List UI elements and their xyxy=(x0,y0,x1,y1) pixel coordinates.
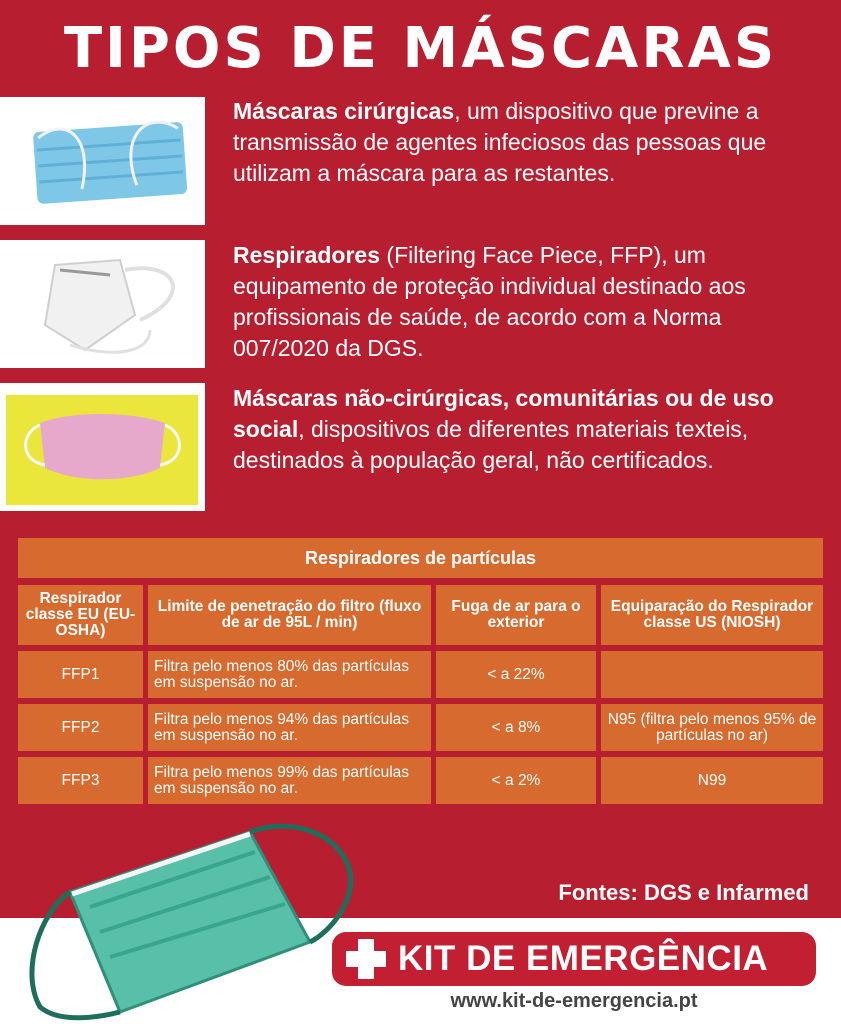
table-cell: FFP3 xyxy=(18,757,143,804)
table-cell xyxy=(601,651,823,698)
table-cell: Filtra pelo menos 80% das partículas em suspensão no ar. xyxy=(148,651,431,698)
surgical-mask-term: Máscaras cirúrgicas xyxy=(233,98,455,124)
table-header: Equiparação do Respirador classe US (NIOSH) xyxy=(601,585,823,645)
surgical-mask-illustration xyxy=(0,812,380,1024)
respirator-description xyxy=(233,240,823,364)
table-cell: N95 (filtra pelo menos 95% de partículas no ar) xyxy=(601,704,823,751)
plus-cross-icon xyxy=(344,937,388,981)
website-url[interactable]: www.kit-de-emergencia.pt xyxy=(450,990,698,1012)
table-title: Respiradores de partículas xyxy=(18,538,823,578)
sources-text: Fontes: DGS e Infarmed xyxy=(558,880,809,905)
cloth-mask-text: , dispositivos de diferentes materiais texteis, destinados à população geral, não certificados. xyxy=(233,416,749,473)
table-header: Limite de penetração do filtro (fluxo de ar de 95L / min) xyxy=(148,585,431,645)
table-cell: N99 xyxy=(601,757,823,804)
page-title: TIPOS DE MÁSCARAS xyxy=(63,16,778,81)
surgical-mask-text: , um dispositivo que previne a transmissão de agentes infeciosos das pessoas que utilizam a máscara para as restantes. xyxy=(233,98,767,186)
table-cell: FFP2 xyxy=(18,704,143,751)
table-cell: Filtra pelo menos 94% das partículas em suspensão no ar. xyxy=(148,704,431,751)
table-cell: Filtra pelo menos 99% das partículas em suspensão no ar. xyxy=(148,757,431,804)
cloth-mask-term: Máscaras não-cirúrgicas, comunitárias ou de uso social xyxy=(233,385,774,442)
table-header: Respirador classe EU (EU-OSHA) xyxy=(18,585,143,645)
surgical-mask-image xyxy=(0,97,205,225)
table-cell: < a 22% xyxy=(436,651,596,698)
kit-emergencia-logo xyxy=(332,932,816,986)
surgical-mask-description xyxy=(233,96,823,189)
brand-name: KIT DE EMERGÊNCIA xyxy=(398,939,769,978)
cloth-mask-image xyxy=(0,383,205,511)
cloth-mask-description xyxy=(233,383,823,476)
respirator-image xyxy=(0,240,205,368)
table-cell: < a 8% xyxy=(436,704,596,751)
respirator-term: Respiradores xyxy=(233,242,381,268)
table-cell: < a 2% xyxy=(436,757,596,804)
table-cell: FFP1 xyxy=(18,651,143,698)
respirator-text: (Filtering Face Piece, FFP), um equipamento de proteção individual destinado aos profissionais de saúde, de acordo com a Norma 007/2020 da DGS. xyxy=(233,242,746,361)
table-header: Fuga de ar para o exterior xyxy=(436,585,596,645)
